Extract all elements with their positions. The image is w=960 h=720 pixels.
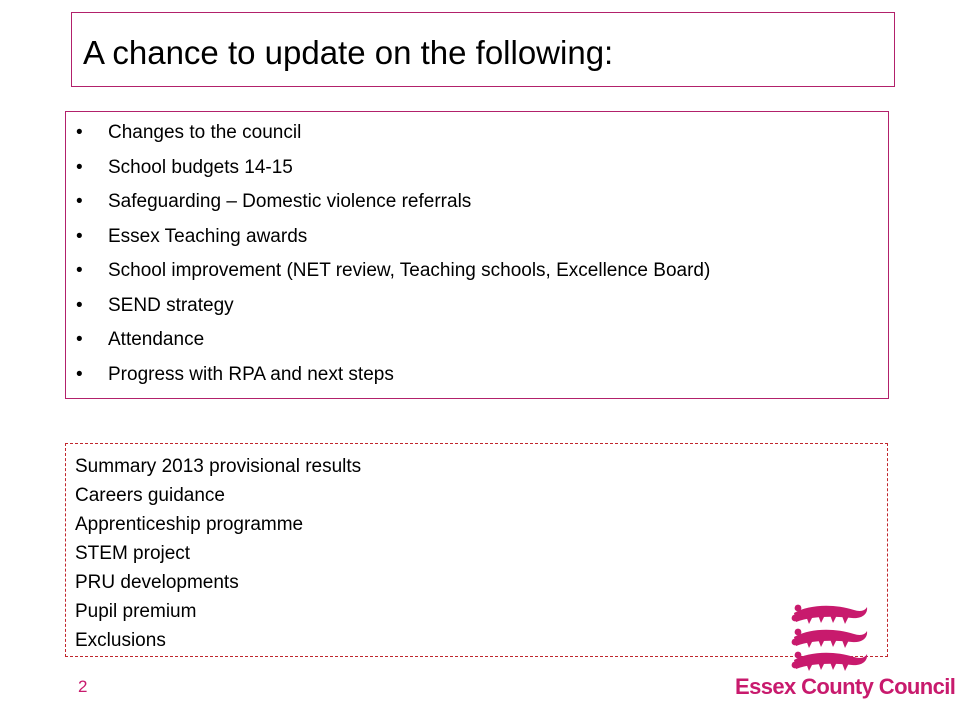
bullet-item	[76, 289, 710, 324]
bullets-box	[65, 111, 889, 399]
bullet-text: SEND strategy	[108, 294, 234, 316]
bullet-text: Progress with RPA and next steps	[108, 363, 394, 385]
bullet-text: Attendance	[108, 329, 205, 351]
bullet-item	[76, 254, 710, 289]
bullet-dot-icon: •	[76, 191, 83, 213]
summary-item: PRU developments	[75, 572, 239, 593]
summary-item: STEM project	[75, 543, 191, 564]
seax-icon	[792, 652, 868, 671]
logo-text: Essex County Council	[735, 674, 956, 699]
summary-item: Exclusions	[75, 630, 166, 651]
seax-icon	[792, 605, 868, 624]
summary-box	[65, 443, 888, 657]
page-number: 2	[78, 677, 88, 696]
summary-list	[75, 452, 361, 655]
bullet-item	[76, 151, 710, 186]
bullet-text: Changes to the council	[108, 122, 302, 144]
summary-item: Pupil premium	[75, 601, 197, 622]
bullet-item	[76, 220, 710, 255]
bullet-item	[76, 358, 710, 393]
bullet-text: School budgets 14-15	[108, 156, 293, 178]
bullet-item	[76, 185, 710, 220]
bullet-item	[76, 323, 710, 358]
bullet-dot-icon: •	[76, 294, 83, 316]
bullet-dot-icon: •	[76, 329, 83, 351]
bullet-dot-icon: •	[76, 225, 83, 247]
bullet-dot-icon: •	[76, 156, 83, 178]
bullet-text: Essex Teaching awards	[108, 225, 308, 247]
bullet-dot-icon: •	[76, 363, 83, 385]
bullet-item	[76, 116, 710, 151]
slide-title: A chance to update on the following:	[83, 34, 614, 71]
summary-item: Summary 2013 provisional results	[75, 456, 362, 477]
bullet-text: School improvement (NET review, Teaching schools, Excellence Board)	[108, 260, 711, 282]
title-box	[71, 12, 895, 87]
summary-item: Careers guidance	[75, 485, 225, 506]
seax-icon	[792, 629, 868, 648]
bullet-list	[76, 116, 710, 392]
three-seaxes-icon	[788, 600, 870, 674]
bullet-dot-icon: •	[76, 260, 83, 282]
summary-item: Apprenticeship programme	[75, 514, 304, 535]
bullet-dot-icon: •	[76, 122, 83, 144]
bullet-text: Safeguarding – Domestic violence referrals	[108, 191, 472, 213]
